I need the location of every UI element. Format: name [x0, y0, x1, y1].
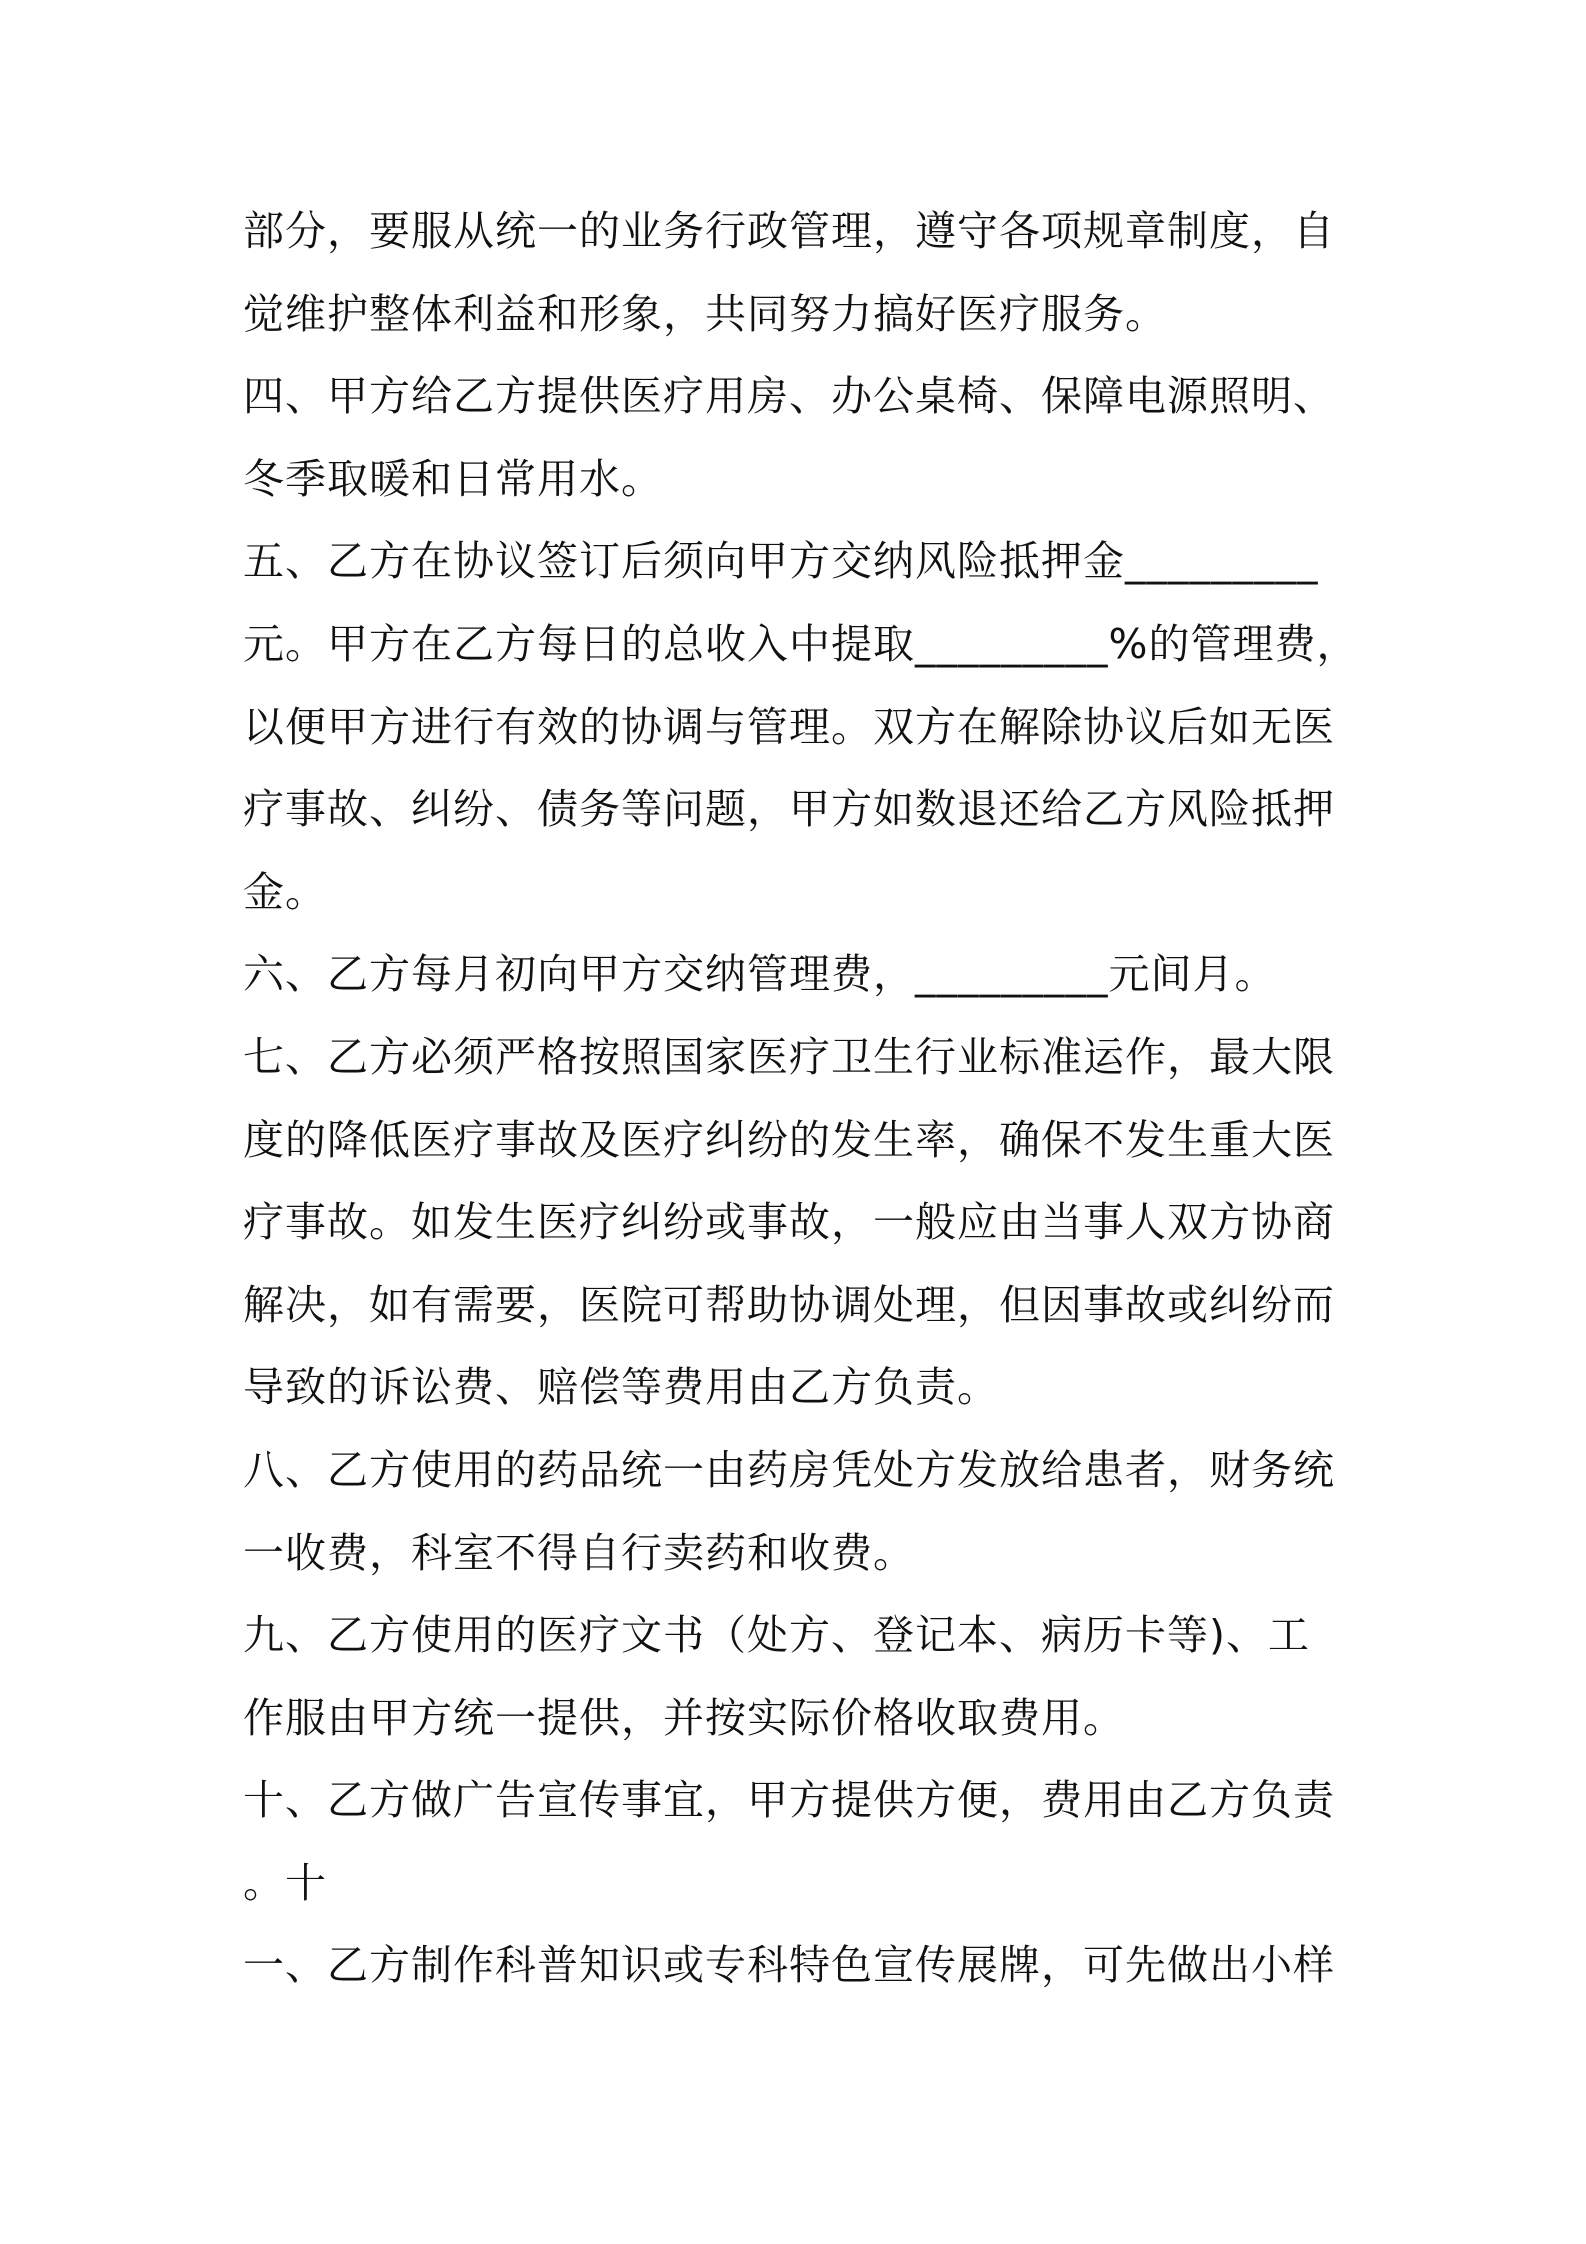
text-line: 八、乙方使用的药品统一由药房凭处方发放给患者，财务统	[243, 1445, 1335, 1494]
text-line: 金。	[243, 867, 327, 916]
text-line: 解决，如有需要，医院可帮助协调处理，但因事故或纠纷而	[243, 1280, 1335, 1329]
document-body	[243, 190, 1358, 2007]
text-line: 十、乙方做广告宣传事宜，甲方提供方便，费用由乙方负责	[243, 1776, 1335, 1825]
text-line: 度的降低医疗事故及医疗纠纷的发生率，确保不发生重大医	[243, 1115, 1335, 1164]
text-line: 疗事故。如发生医疗纠纷或事故，一般应由当事人双方协商	[243, 1198, 1335, 1247]
text-line: 四、甲方给乙方提供医疗用房、办公桌椅、保障电源照明、	[243, 372, 1335, 421]
text-line: 冬季取暖和日常用水。	[243, 454, 663, 503]
text-line: 部分，要服从统一的业务行政管理，遵守各项规章制度，自	[243, 207, 1335, 255]
text-line: 一、乙方制作科普知识或专科特色宣传展牌，可先做出小样	[243, 1941, 1335, 1990]
text-line: 导致的诉讼费、赔偿等费用由乙方负责。	[243, 1363, 999, 1412]
text-line: 九、乙方使用的医疗文书（处方、登记本、病历卡等)、工	[243, 1611, 1310, 1660]
text-line: 一收费，科室不得自行卖药和收费。	[243, 1528, 915, 1577]
text-line: 元。甲方在乙方每日的总收入中提取_________%的管理费，	[243, 619, 1359, 668]
text-line: 疗事故、纠纷、债务等问题，甲方如数退还给乙方风险抵押	[243, 785, 1335, 834]
text-line: 六、乙方每月初向甲方交纳管理费，_________元间月。	[243, 950, 1277, 999]
text-line: 七、乙方必须严格按照国家医疗卫生行业标准运作，最大限	[243, 1032, 1335, 1081]
text-line: 五、乙方在协议签订后须向甲方交纳风险抵押金_________	[243, 537, 1319, 586]
text-line: 作服由甲方统一提供，并按实际价格收取费用。	[243, 1693, 1125, 1742]
text-line: 以便甲方进行有效的协调与管理。双方在解除协议后如无医	[243, 702, 1335, 751]
text-line: 觉维护整体利益和形象，共同努力搞好医疗服务。	[243, 289, 1167, 338]
text-line: 。十	[243, 1858, 327, 1907]
